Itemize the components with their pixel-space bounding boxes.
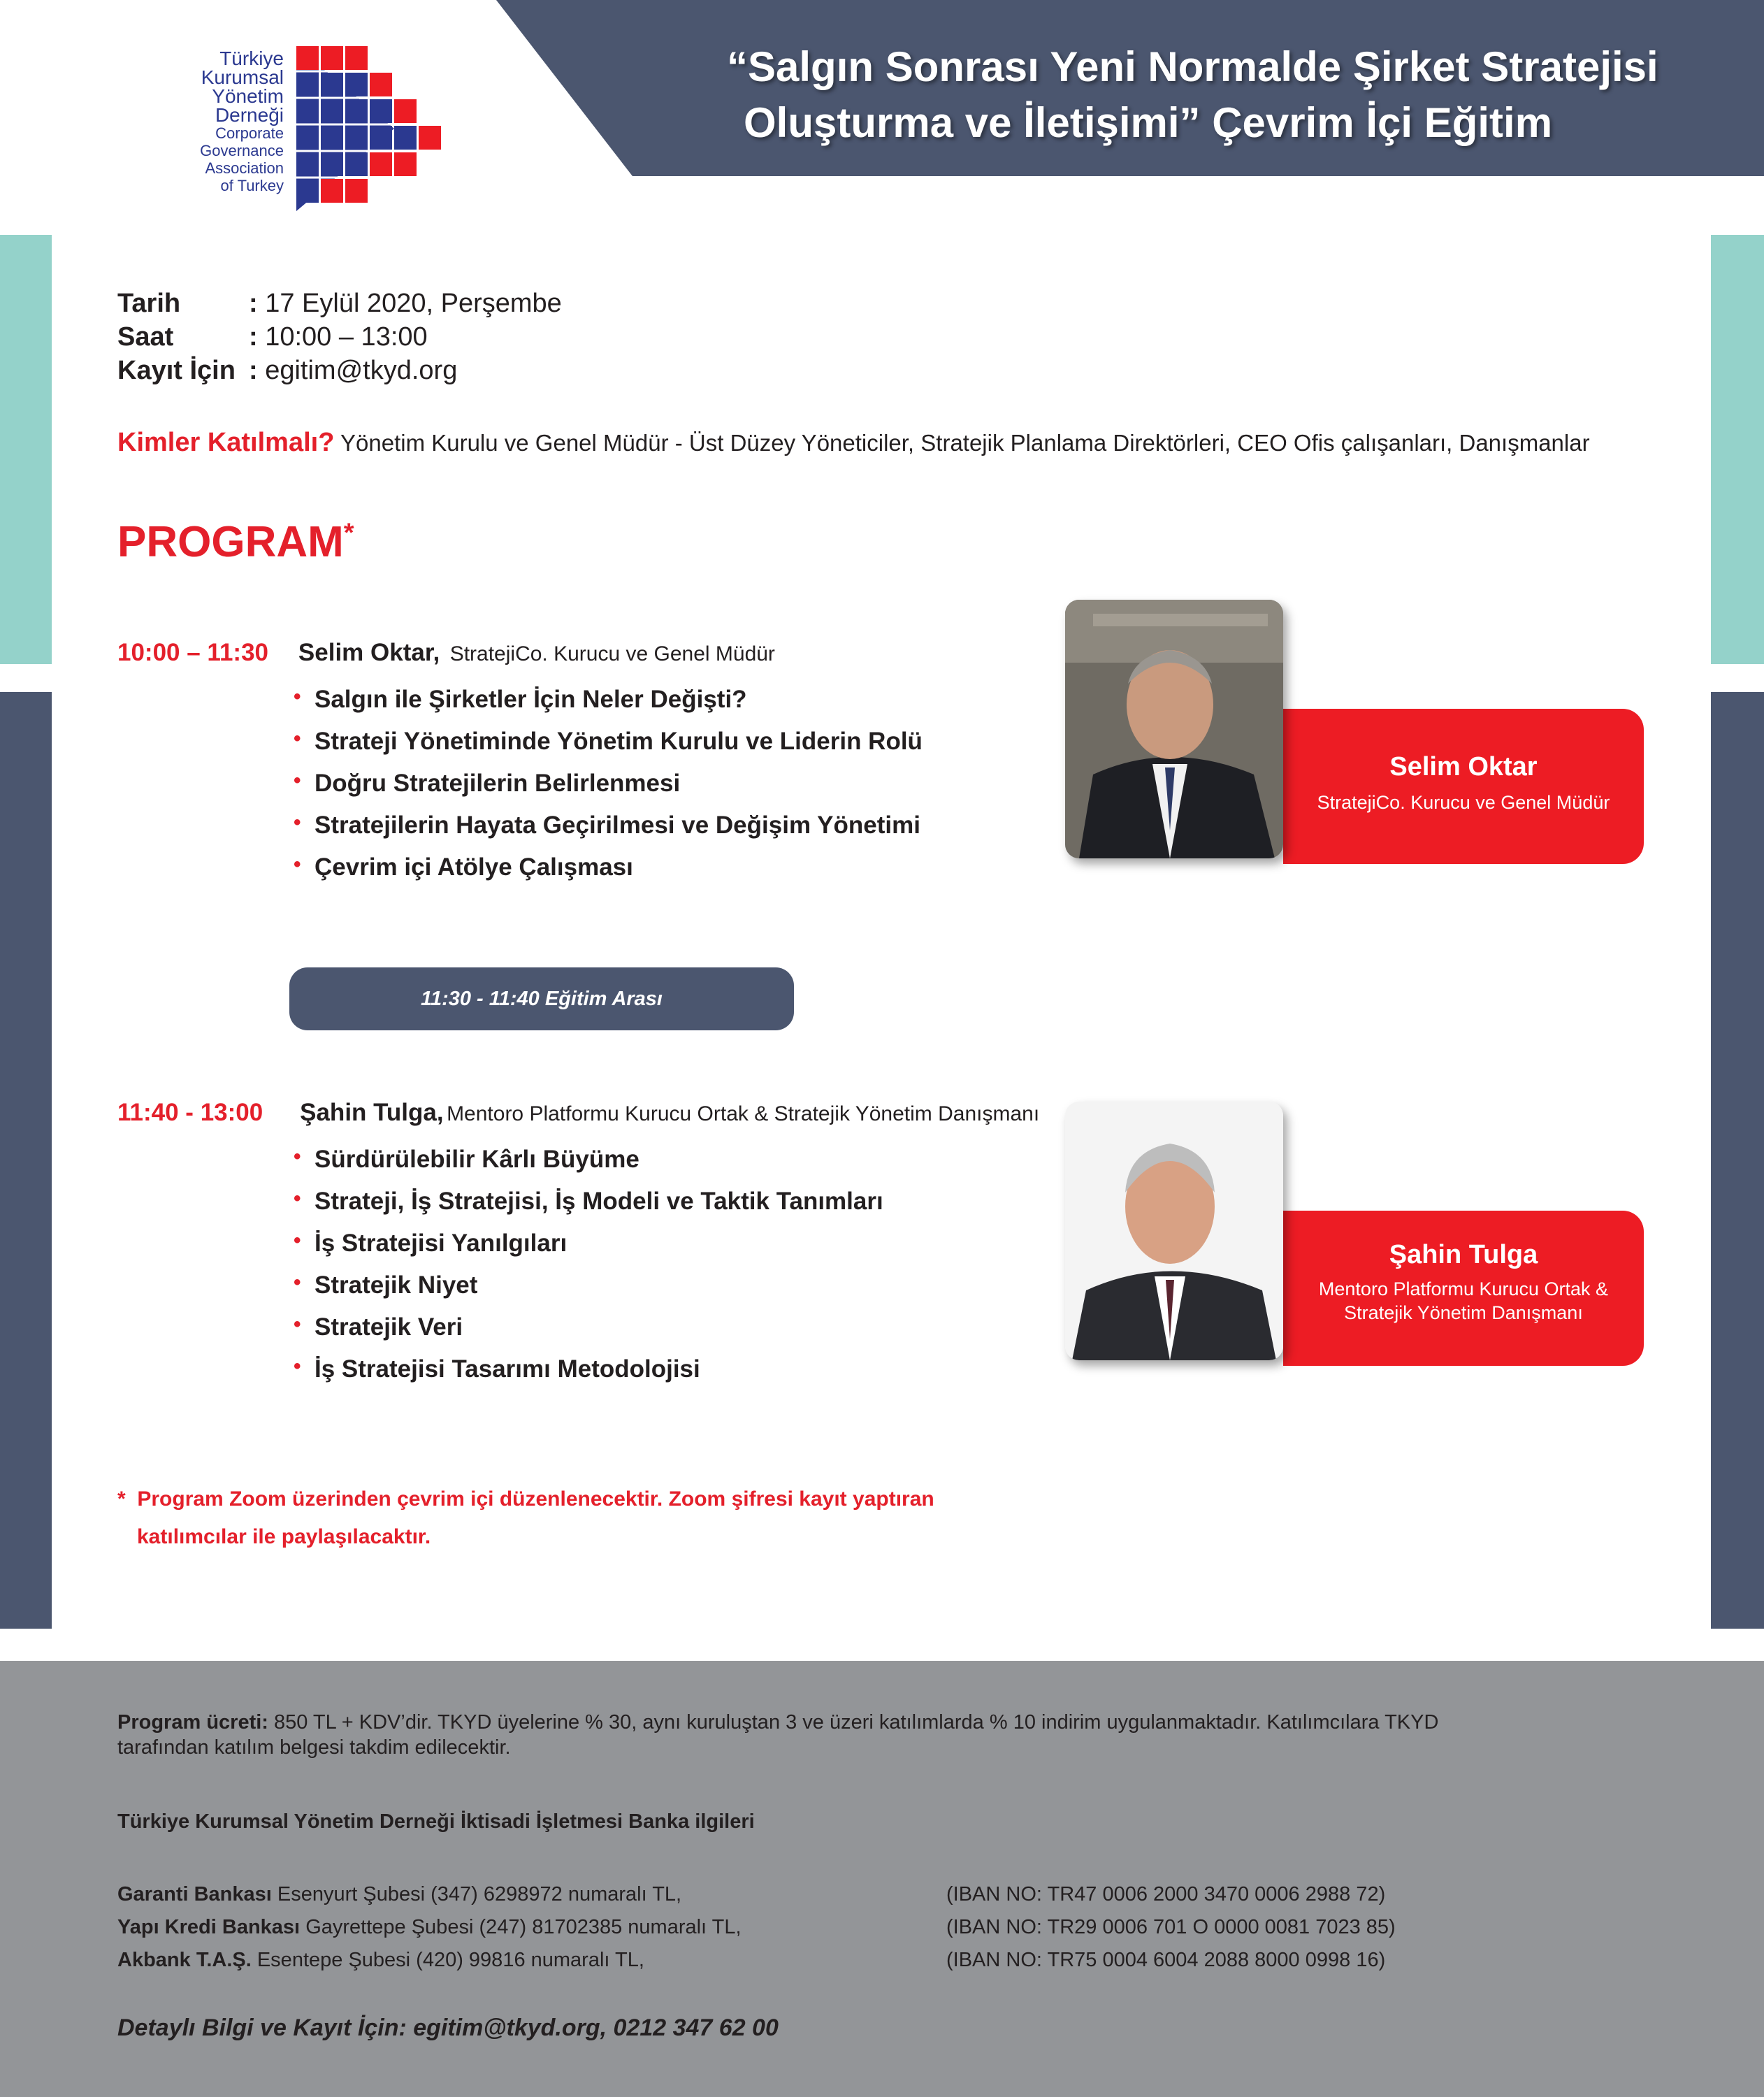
bank-branch: Gayrettepe Şubesi (247) 81702385 numaralı TL, xyxy=(305,1916,742,1938)
title-line-2: Oluşturma ve İletişimi” Çevrim İçi Eğitim xyxy=(744,99,1553,146)
fee-text xyxy=(117,1710,1683,1760)
logo-en-line: of Turkey xyxy=(220,177,284,194)
bank-branch: Esentepe Şubesi (420) 99816 numaralı TL, xyxy=(256,1949,644,1971)
right-navy-bar xyxy=(1711,692,1764,1629)
speaker-card-selim xyxy=(1283,709,1644,864)
audience-label: Kimler Katılmalı? xyxy=(117,428,335,457)
card-speaker-role: Stratejik Yönetim Danışmanı xyxy=(1344,1302,1583,1323)
date-label: Tarih xyxy=(117,289,181,318)
date-row xyxy=(117,287,562,320)
speaker-name: Şahin Tulga, xyxy=(300,1099,444,1126)
left-navy-bar xyxy=(0,692,52,1629)
bank-row xyxy=(117,1882,1585,1915)
separator: : xyxy=(249,322,258,352)
bank-iban: (IBAN NO: TR29 0006 701 O 0000 0081 7023 85) xyxy=(946,1916,1396,1938)
program-heading-text: PROGRAM xyxy=(117,518,344,566)
session-time: 11:40 - 13:00 xyxy=(117,1099,263,1126)
list-item: • Doğru Stratejilerin Belirlenmesi xyxy=(294,769,681,797)
logo-tr-line: Yönetim xyxy=(212,85,284,107)
session-2-header xyxy=(117,1099,1039,1127)
program-heading xyxy=(117,517,354,567)
separator: : xyxy=(249,289,258,318)
registration-row xyxy=(117,354,562,387)
registration-email-link[interactable]: egitim@tkyd.org xyxy=(265,356,458,385)
speaker-card-sahin xyxy=(1283,1211,1644,1366)
time-value: 10:00 – 13:00 xyxy=(265,322,428,352)
time-row xyxy=(117,320,562,354)
list-item: • Stratejilerin Hayata Geçirilmesi ve Değişim Yönetimi xyxy=(294,811,920,839)
speaker-photo-selim xyxy=(1065,600,1283,858)
speaker-role: StratejiCo. Kurucu ve Genel Müdür xyxy=(449,642,775,665)
date-value: 17 Eylül 2020, Perşembe xyxy=(265,289,562,318)
logo-tr-line: Kurumsal xyxy=(201,66,284,88)
list-item: • İş Stratejisi Tasarımı Metodolojisi xyxy=(294,1355,700,1383)
audience xyxy=(117,428,1590,458)
bank-name: Yapı Kredi Bankası xyxy=(117,1916,301,1938)
bank-name: Garanti Bankası xyxy=(117,1883,272,1905)
speaker-photo-sahin xyxy=(1065,1102,1283,1360)
bank-row xyxy=(117,1915,1585,1947)
speaker-name: Selim Oktar, xyxy=(298,639,440,666)
logo-wordmark xyxy=(187,49,284,194)
bank-row xyxy=(117,1947,1585,1980)
logo-tr-line: Derneği xyxy=(215,104,284,126)
fee-label: Program ücreti: xyxy=(117,1711,268,1734)
logo-tr-line: Türkiye xyxy=(219,48,284,69)
audience-text: Yönetim Kurulu ve Genel Müdür - Üst Düzey Yöneticiler, Stratejik Planlama Direktörleri, CEO Ofis çalışanları, Danışmanlar xyxy=(340,430,1590,456)
note-asterisk: * xyxy=(117,1487,126,1511)
bank-branch: Esenyurt Şubesi (347) 6298972 numaralı TL, xyxy=(277,1883,682,1905)
session-1-topics xyxy=(294,685,923,895)
card-speaker-role: StratejiCo. Kurucu ve Genel Müdür xyxy=(1317,792,1610,813)
session-1-header xyxy=(117,639,775,667)
bank-name: Akbank T.A.Ş. xyxy=(117,1949,252,1971)
left-teal-bar xyxy=(0,235,52,664)
fee-detail-2: tarafından katılım belgesi takdim edilecektir. xyxy=(117,1736,511,1759)
list-item: • Çevrim içi Atölye Çalışması xyxy=(294,853,633,881)
card-speaker-role: Mentoro Platformu Kurucu Ortak & xyxy=(1318,1278,1609,1299)
list-item: • Stratejik Veri xyxy=(294,1313,463,1341)
speaker-role: Mentoro Platformu Kurucu Ortak & Stratejik Yönetim Danışmanı xyxy=(447,1102,1040,1125)
event-info xyxy=(117,287,562,387)
list-item: • Sürdürülebilir Kârlı Büyüme xyxy=(294,1145,639,1173)
list-item: • Strateji, İş Stratejisi, İş Modeli ve Taktik Tanımları xyxy=(294,1187,883,1215)
contact-line[interactable]: Detaylı Bilgi ve Kayıt İçin: egitim@tkyd.org, 0212 347 62 00 xyxy=(117,2015,779,2041)
zoom-note xyxy=(117,1480,1026,1556)
title-line-1: “Salgın Sonrası Yeni Normalde Şirket Stratejisi xyxy=(727,43,1658,90)
separator: : xyxy=(249,356,258,385)
logo-grid-icon xyxy=(296,46,443,211)
logo-en-line: Corporate xyxy=(215,124,284,142)
person-portrait-icon xyxy=(1065,600,1283,858)
card-speaker-name: Şahin Tulga xyxy=(1389,1240,1538,1269)
bank-iban: (IBAN NO: TR75 0004 6004 2088 8000 0998 16) xyxy=(946,1949,1386,1971)
fee-detail: 850 TL + KDV’dir. TKYD üyelerine % 30, aynı kuruluştan 3 ve üzeri katılımlarda % 10 indirim uygulanmaktadır. Katılımcılara TKYD xyxy=(274,1711,1439,1734)
list-item: • Stratejik Niyet xyxy=(294,1271,478,1299)
page-title xyxy=(727,39,1747,151)
program-asterisk: * xyxy=(343,518,354,548)
bank-heading: Türkiye Kurumsal Yönetim Derneği İktisadi İşletmesi Banka ilgileri xyxy=(117,1810,755,1833)
registration-label: Kayıt İçin xyxy=(117,356,236,385)
session-2-topics xyxy=(294,1145,883,1397)
break-pill: 11:30 - 11:40 Eğitim Arası xyxy=(289,967,794,1030)
session-time: 10:00 – 11:30 xyxy=(117,639,269,666)
bank-list xyxy=(117,1882,1585,1980)
list-item: • İş Stratejisi Yanılgıları xyxy=(294,1229,567,1257)
right-teal-bar xyxy=(1711,235,1764,664)
person-portrait-icon xyxy=(1065,1102,1283,1360)
list-item: • Salgın ile Şirketler İçin Neler Değişti? xyxy=(294,685,747,713)
logo-en-line: Association xyxy=(205,159,284,177)
bank-iban: (IBAN NO: TR47 0006 2000 3470 0006 2988 72) xyxy=(946,1883,1386,1905)
note-line-1: Program Zoom üzerinden çevrim içi düzenlenecektir. Zoom şifresi kayıt yaptıran xyxy=(137,1487,934,1511)
card-speaker-name: Selim Oktar xyxy=(1389,752,1538,781)
logo-en-line: Governance xyxy=(200,142,284,159)
time-label: Saat xyxy=(117,322,174,352)
note-line-2: katılımcılar ile paylaşılacaktır. xyxy=(137,1525,431,1548)
list-item: • Strateji Yönetiminde Yönetim Kurulu ve Liderin Rolü xyxy=(294,727,923,755)
